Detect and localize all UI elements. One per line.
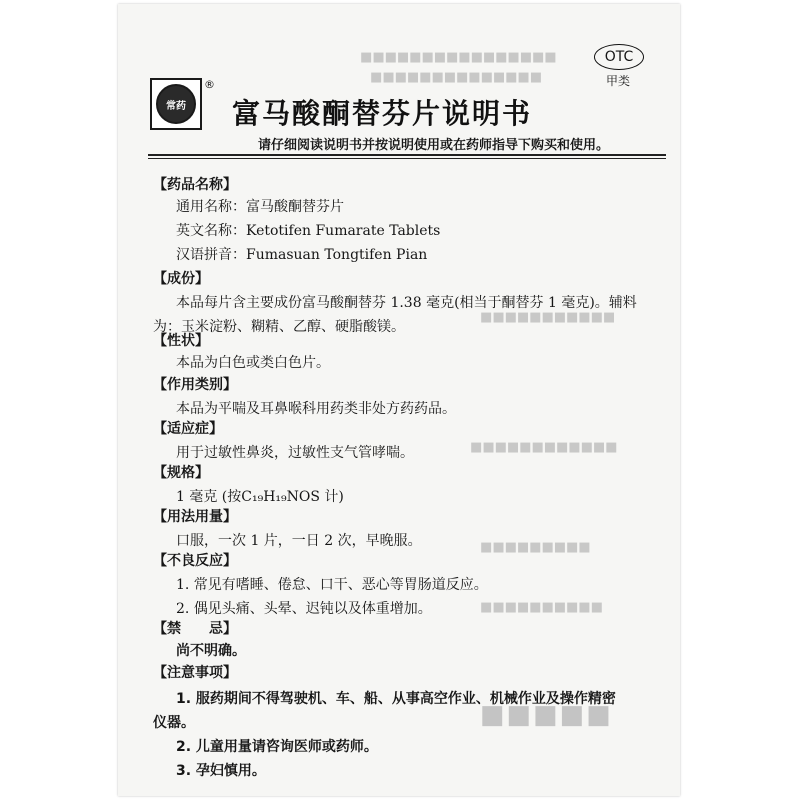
composition-line-1: 本品每片含主要成份富马酸酮替芬 1.38 毫克(相当于酮替芬 1 毫克)。辅料 <box>176 295 637 311</box>
composition-line-2: 为：玉米淀粉、糊精、乙醇、硬脂酸镁。 <box>153 319 405 335</box>
bleed-through-text: ■■■■■■■■■ <box>480 540 591 555</box>
bleed-through-seal: ■■■■■ <box>478 700 611 730</box>
brand-logo-emblem <box>156 84 196 124</box>
registered-trademark-symbol: ® <box>204 78 215 91</box>
section-heading-category: 【作用类别】 <box>153 377 237 393</box>
precaution-item-continuation: 仪器。 <box>153 715 195 731</box>
generic-name: 通用名称：富马酸酮替芬片 <box>176 199 344 215</box>
contraindications-text: 尚不明确。 <box>176 643 246 659</box>
english-name: 英文名称：Ketotifen Fumarate Tablets <box>176 223 441 239</box>
section-heading-appearance: 【性状】 <box>153 333 209 349</box>
bleed-through-text: ■■■■■■■■■■■■■■■■ <box>360 50 557 65</box>
bleed-through-text: ■■■■■■■■■■ <box>480 600 603 615</box>
specification-text: 1 毫克 (按C₁₉H₁₉NOS 计) <box>176 489 344 505</box>
brand-logo <box>150 78 202 130</box>
appearance-text: 本品为白色或类白色片。 <box>176 355 330 371</box>
adverse-reaction-item: 1. 常见有嗜睡、倦怠、口干、恶心等胃肠道反应。 <box>176 577 488 593</box>
bleed-through-text: ■■■■■■■■■■■■■■ <box>370 70 542 85</box>
header-divider-thin <box>148 158 666 159</box>
section-heading-specification: 【规格】 <box>153 465 209 481</box>
bleed-through-text: ■■■■■■■■■■■■ <box>470 440 618 455</box>
otc-label: OTC <box>604 49 634 65</box>
section-heading-adverse-reactions: 【不良反应】 <box>153 553 237 569</box>
section-heading-precautions: 【注意事项】 <box>153 665 237 681</box>
section-heading-contraindications: 【禁 忌】 <box>153 621 237 637</box>
category-text: 本品为平喘及耳鼻喉科用药类非处方药药品。 <box>176 401 456 417</box>
brand-logo-text: 常药 <box>166 100 186 112</box>
precaution-item: 3. 孕妇慎用。 <box>176 763 266 779</box>
pinyin-name: 汉语拼音：Fumasuan Tongtifen Pian <box>176 247 428 263</box>
section-heading-indications: 【适应症】 <box>153 421 223 437</box>
precaution-item: 1. 服药期间不得驾驶机、车、船、从事高空作业、机械作业及操作精密 <box>176 691 616 707</box>
section-heading-dosage: 【用法用量】 <box>153 509 237 525</box>
bleed-through-text: ■■■■■■■■■■■ <box>480 310 616 325</box>
section-heading-drug-name: 【药品名称】 <box>153 177 237 193</box>
adverse-reaction-item: 2. 偶见头痛、头晕、迟钝以及体重增加。 <box>176 601 432 617</box>
usage-instruction: 请仔细阅读说明书并按说明使用或在药师指导下购买和使用。 <box>258 138 610 153</box>
otc-badge <box>594 44 644 70</box>
section-heading-composition: 【成份】 <box>153 271 209 287</box>
indications-text: 用于过敏性鼻炎，过敏性支气管哮喘。 <box>176 445 414 461</box>
document-title: 富马酸酮替芬片说明书 <box>232 97 533 130</box>
otc-class-label: 甲类 <box>606 74 631 88</box>
header-divider-thick <box>148 154 666 156</box>
dosage-text: 口服，一次 1 片，一日 2 次，早晚服。 <box>176 533 422 549</box>
precaution-item: 2. 儿童用量请咨询医师或药师。 <box>176 739 378 755</box>
